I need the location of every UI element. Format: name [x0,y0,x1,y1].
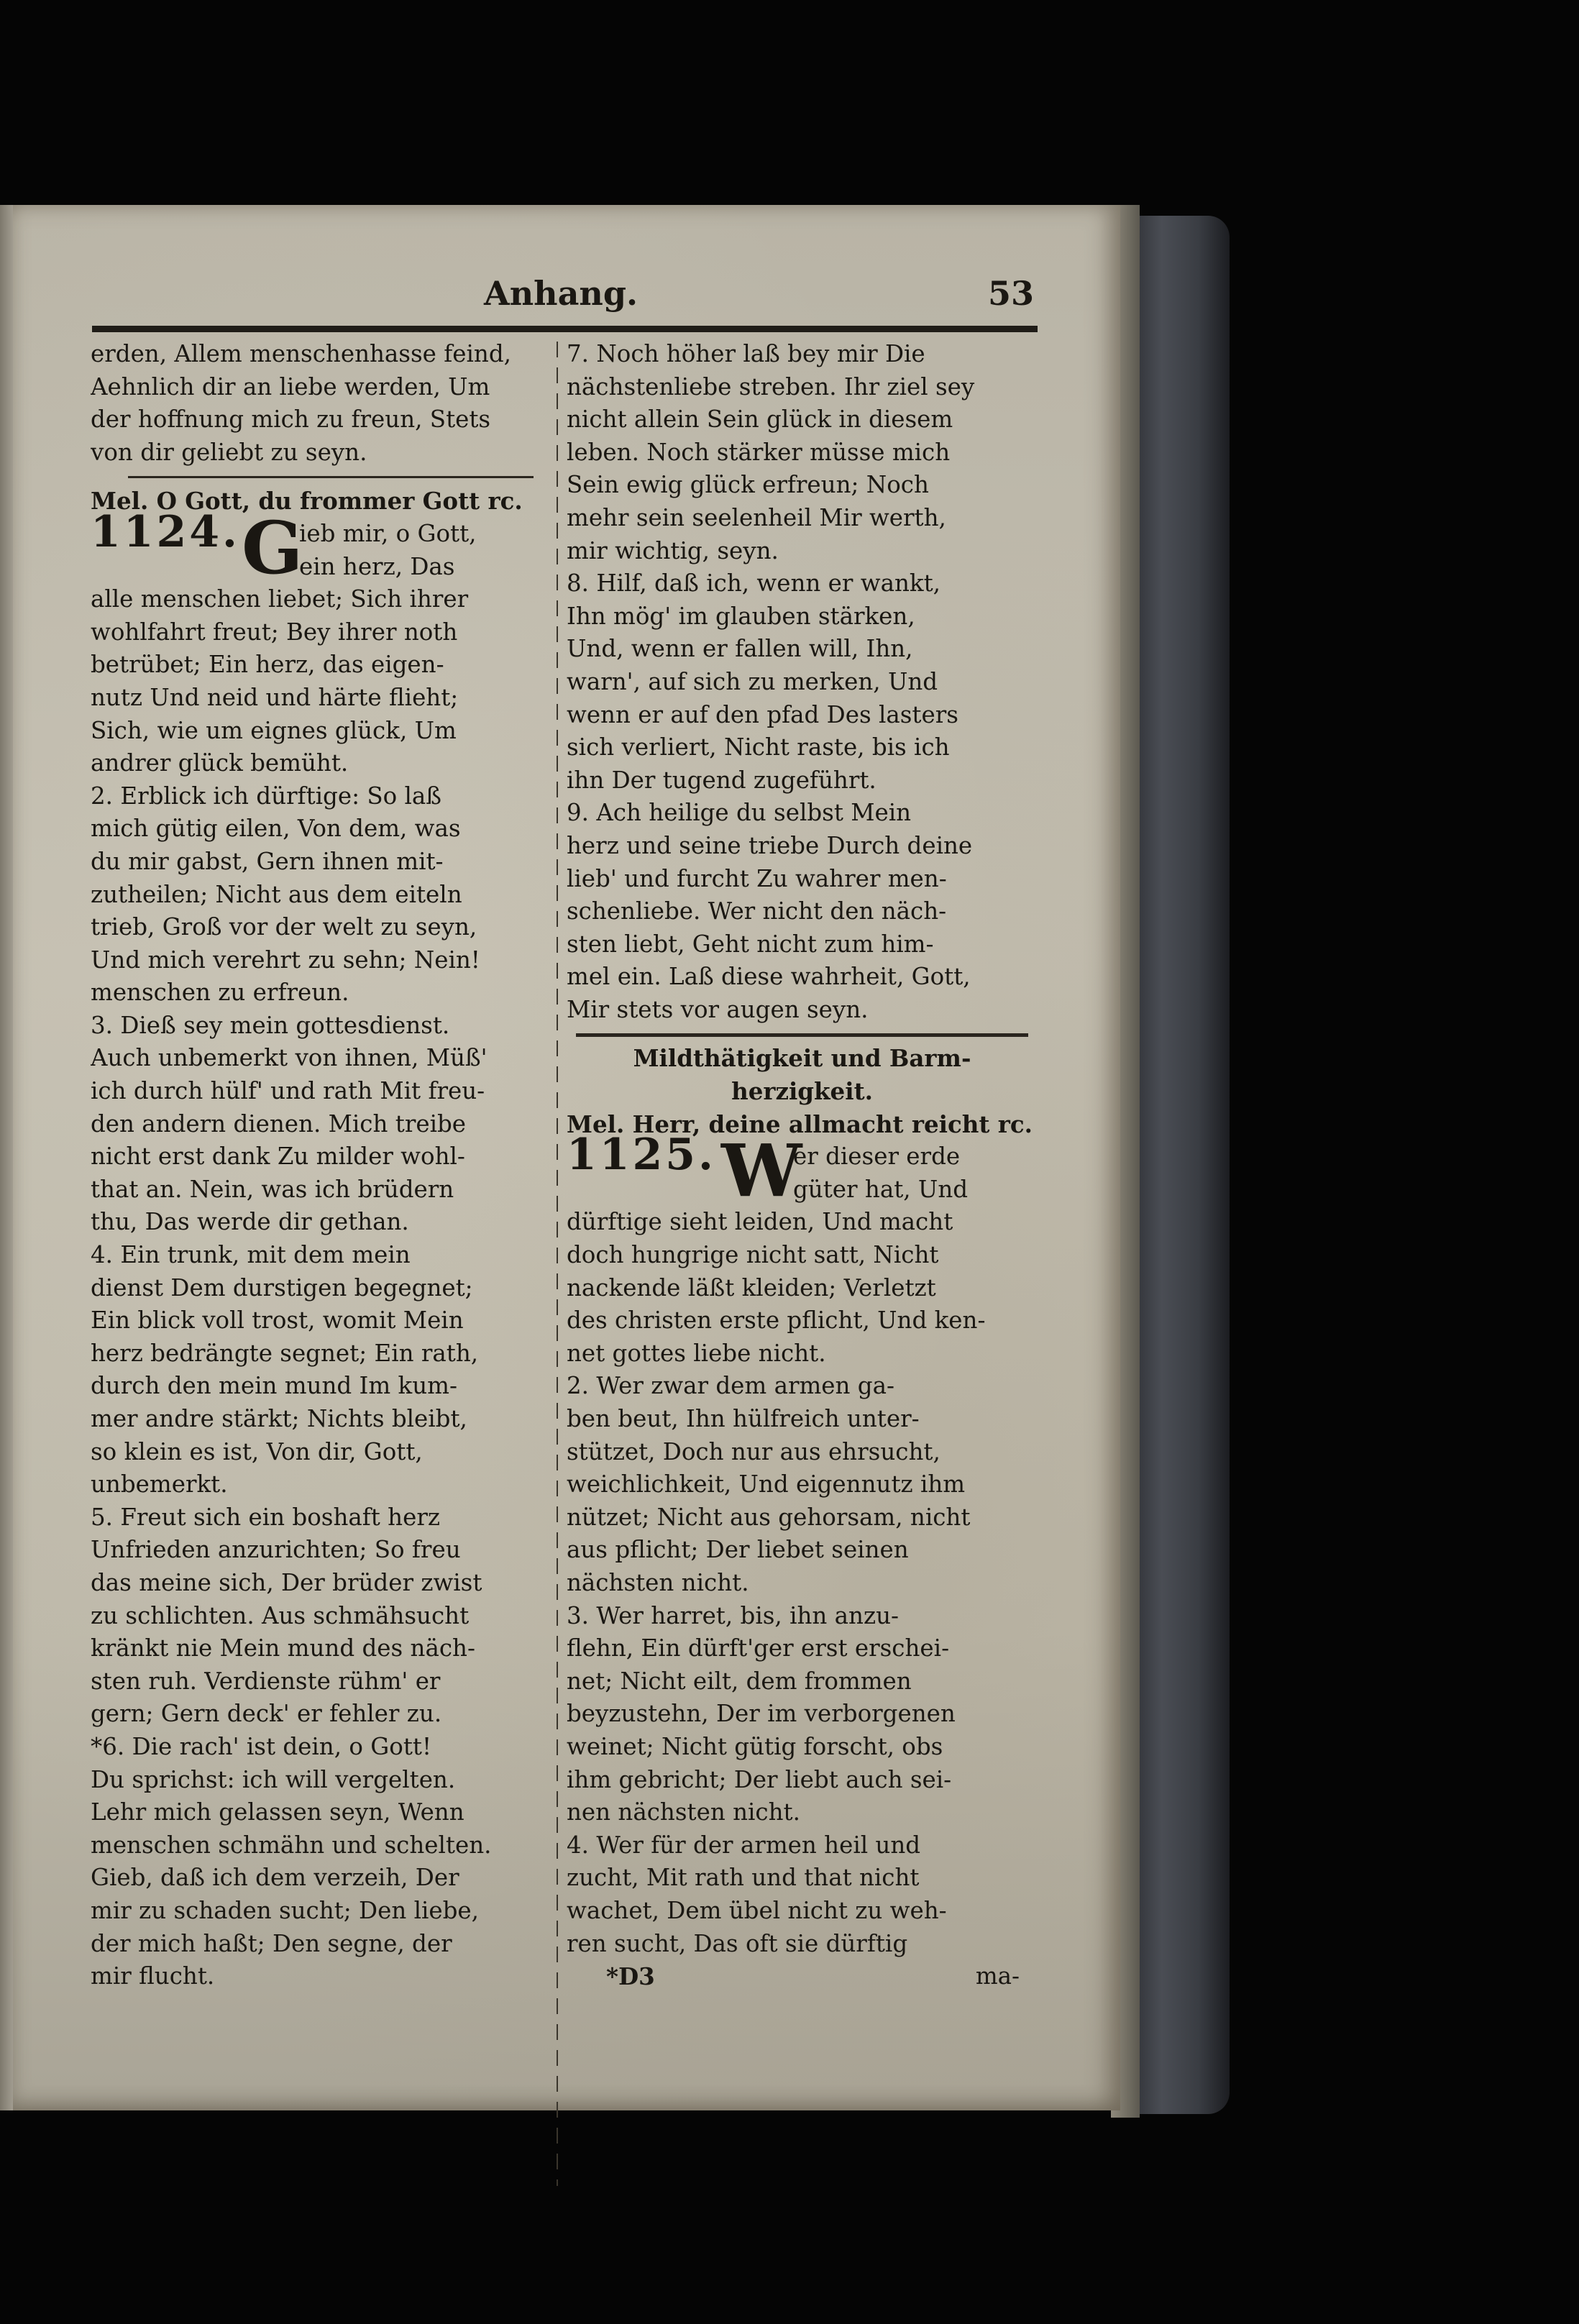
text-line: mehr sein seelenheil Mir werth, [567,503,946,531]
text-line: Ihn mög' im glauben stärken, [567,602,915,630]
hymn-heading-2 [91,551,562,584]
text-line: leben. Noch stärker müsse mich [567,438,951,466]
text-line: 7. Noch höher laß bey mir Die [567,340,925,367]
text-line: mer andre stärkt; Nichts bleibt, [91,1405,467,1432]
text-line: Aehnlich dir an liebe werden, Um [91,372,490,401]
text-line: Auch unbemerkt von ihnen, Müß' [91,1044,488,1072]
text-line: sich verliert, Nicht raste, bis ich [567,733,950,761]
text-line: nützet; Nicht aus gehorsam, nicht [567,1503,971,1531]
section-rule [91,469,562,485]
text-line: Sich, wie um eignes glück, Um [91,716,457,744]
text-line: 8. Hilf, daß ich, wenn er wankt, [567,569,940,598]
text-line: Und, wenn er fallen will, Ihn, [567,635,913,663]
text-line: doch hungrige nicht satt, Nicht [567,1241,939,1269]
text-line: lieb' und furcht Zu wahrer men- [567,864,947,892]
text-line: warn', auf sich zu merken, Und [567,667,938,695]
text-line: ich durch hülf' und rath Mit freu- [91,1077,485,1105]
hymn-number: 1125. [567,1130,716,1181]
hymn-heading-2 [567,1174,1038,1207]
text-line: 3. Dieß sey mein gottesdienst. [91,1011,450,1039]
drop-cap: W [721,1128,802,1214]
text-line: menschen zu erfreun. [91,979,349,1007]
text-line: erden, Allem menschenhasse feind, [91,340,511,367]
text-line: der hoffnung mich zu freun, Stets [91,406,491,434]
text-line: Lehr mich gelassen seyn, Wenn [91,1798,464,1826]
text-line: weinet; Nicht gütig forscht, obs [567,1732,943,1760]
text-line: ben beut, Ihn hülfreich unter- [567,1405,920,1432]
text-line: Unfrieden anzurichten; So freu [91,1536,461,1564]
text-line: aus pflicht; Der liebet seinen [567,1536,909,1564]
text-line: net gottes liebe nicht. [567,1339,826,1367]
text-line: net; Nicht eilt, dem frommen [567,1667,912,1695]
melody-line: Mel. Herr, deine allmacht reicht rc. [567,1110,1033,1138]
hymn-first-line: er dieser erde [793,1143,961,1171]
text-line: andrer glück bemüht. [91,749,349,777]
hymn-first-line: ieb mir, o Gott, [299,519,477,547]
text-line: betrübet; Ein herz, das eigen- [91,651,444,679]
text-line: nicht allein Sein glück in diesem [567,406,953,434]
text-line: herz bedrängte segnet; Ein rath, [91,1339,479,1367]
text-line: mir zu schaden sucht; Den liebe, [91,1896,479,1924]
melody-line: Mel. O Gott, du frommer Gott rc. [91,487,523,516]
hymn-number: 1124. [91,506,240,557]
text-line: das meine sich, Der brüder zwist [91,1568,482,1596]
text-line: unbemerkt. [91,1470,228,1499]
text-line: nackende läßt kleiden; Verletzt [567,1273,936,1301]
text-line: ihn Der tugend zugeführt. [567,766,877,794]
text-line: den andern dienen. Mich treibe [91,1110,467,1138]
signature-mark: *D3 [606,1962,655,1991]
running-title: Anhang. [484,274,639,313]
text-line: mich gütig eilen, Von dem, was [91,815,461,843]
text-line: zucht, Mit rath und that nicht [567,1864,920,1892]
section-title: Mildthätigkeit und Barm- [633,1044,971,1073]
text-line: des christen erste pflicht, Und ken- [567,1307,986,1335]
text-line: nicht erst dank Zu milder wohl- [91,1143,465,1171]
text-line: sten ruh. Verdienste rühm' er [91,1667,441,1695]
text-line: sten liebt, Geht nicht zum him- [567,930,934,958]
text-line: so klein es ist, Von dir, Gott, [91,1437,423,1465]
text-line: wohlfahrt freut; Bey ihrer noth [91,618,458,646]
page-footer [567,1960,1038,1993]
text-line: ren sucht, Das oft sie dürftig [567,1929,908,1957]
right-column [567,338,1038,1993]
text-line: menschen schmähn und schelten. [91,1831,492,1859]
text-line: *6. Die rach' ist dein, o Gott! [91,1732,432,1760]
text-line: durch den mein mund Im kum- [91,1372,457,1400]
text-line: stützet, Doch nur aus ehrsucht, [567,1437,940,1465]
text-line: 2. Wer zwar dem armen ga- [567,1372,894,1400]
text-line: Und mich verehrt zu sehn; Nein! [91,946,480,974]
text-line: 5. Freut sich ein boshaft herz [91,1503,441,1531]
text-line: 4. Wer für der armen heil und [567,1831,921,1859]
text-line: schenliebe. Wer nicht den näch- [567,897,947,925]
text-line: 4. Ein trunk, mit dem mein [91,1241,411,1269]
text-line: herz und seine triebe Durch deine [567,831,973,859]
hymn-second-line: güter hat, Und [793,1175,969,1203]
text-line: nen nächsten nicht. [567,1798,800,1826]
text-line: wachet, Dem übel nicht zu weh- [567,1896,947,1924]
text-line: weichlichkeit, Und eigennutz ihm [567,1470,966,1499]
header-rule [92,326,1038,332]
text-line: mir flucht. [91,1962,215,1990]
text-line: 3. Wer harret, bis, ihn anzu- [567,1601,899,1629]
text-line: von dir geliebt zu seyn. [91,438,367,466]
text-line: zutheilen; Nicht aus dem eiteln [91,880,462,908]
left-column [91,338,562,1993]
page-number: 53 [987,274,1034,313]
text-line: nächsten nicht. [567,1568,749,1596]
text-line: gern; Gern deck' er fehler zu. [91,1700,442,1728]
page-header [85,274,1034,331]
text-line: nutz Und neid und härte flieht; [91,683,459,711]
text-line: zu schlichten. Aus schmähsucht [91,1601,470,1629]
text-line: dürftige sieht leiden, Und macht [567,1208,953,1236]
text-line: thu, Das werde dir gethan. [91,1208,409,1236]
text-line: der mich haßt; Den segne, der [91,1929,452,1957]
text-line: mir wichtig, seyn. [567,536,779,564]
book-page [13,205,1120,2110]
text-line: Gieb, daß ich dem verzeih, Der [91,1864,459,1892]
text-line: 2. Erblick ich dürftige: So laß [91,782,441,810]
text-line: Mir stets vor augen seyn. [567,995,869,1023]
text-line: 9. Ach heilige du selbst Mein [567,799,912,827]
text-line: wenn er auf den pfad Des lasters [567,700,958,728]
text-line: trieb, Groß vor der welt zu seyn, [91,913,477,941]
text-line: du mir gabst, Gern ihnen mit- [91,847,444,875]
text-line: beyzustehn, Der im verborgenen [567,1700,956,1728]
section-title-cont: herzigkeit. [731,1077,873,1106]
text-line: kränkt nie Mein mund des näch- [91,1634,475,1662]
catchword: ma- [975,1962,1020,1990]
text-line: mel ein. Laß diese wahrheit, Gott, [567,963,971,991]
text-line: nächstenliebe streben. Ihr ziel sey [567,372,975,401]
text-line: that an. Nein, was ich brüdern [91,1175,454,1203]
book-cover [1125,216,1230,2114]
hymn-second-line: ein herz, Das [299,552,455,580]
text-line: flehn, Ein dürft'ger erst erschei- [567,1634,950,1662]
text-line: dienst Dem durstigen begegnet; [91,1273,473,1301]
text-line: Du sprichst: ich will vergelten. [91,1765,456,1793]
text-line: ihm gebricht; Der liebt auch sei- [567,1765,952,1793]
text-line: alle menschen liebet; Sich ihrer [91,585,469,613]
text-line: Ein blick voll trost, womit Mein [91,1307,464,1335]
text-line: Sein ewig glück erfreun; Noch [567,471,929,499]
section-rule [567,1026,1038,1042]
drop-cap: G [242,505,303,590]
